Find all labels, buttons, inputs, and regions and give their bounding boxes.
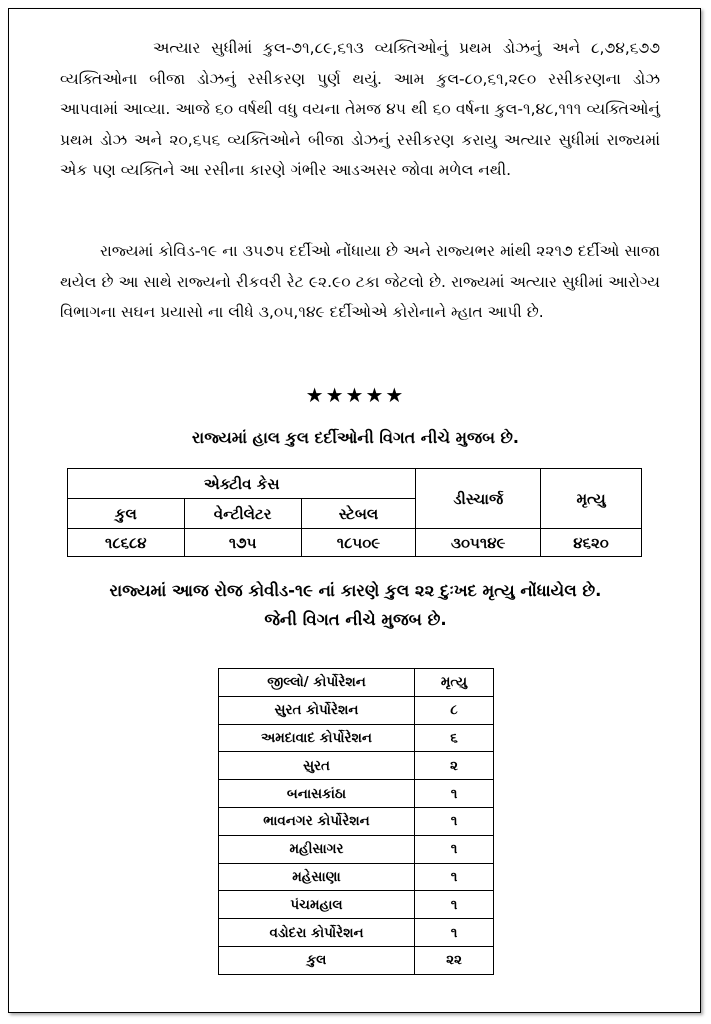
table-row [219, 696, 494, 724]
total-value: ૧૮૬૮૪ [68, 529, 185, 557]
death-count: ૨ [415, 752, 494, 780]
district-name: પંચમહાલ [219, 891, 415, 919]
death-count: ૮ [415, 696, 494, 724]
death-header: મૃત્યુ [541, 469, 642, 529]
death-count: ૧ [415, 919, 494, 947]
district-name: સુરત [219, 752, 415, 780]
stable-header: સ્ટેબલ [301, 499, 416, 529]
recovery-paragraph: રાજ્યમાં કોવિડ-૧૯ ના ૩૫૭૫ દર્દીઓ નોંધાયા છે અને રાજ્યભર માંથી ૨૨૧૭ દર્દીઓ સાજા થયેલ છે આ સાથે રાજ્યનો રીકવરી રેટ ૯૨.૯૦ ટકા જેટલો છે. રાજ્યમાં અત્યાર સુધીમાં આરોગ્ય વિભાગના સઘન પ્રયાસો ના લીધે ૩,૦૫,૧૪૯ દર્દીઓએ કોરોનાને મ્હાત આપી છે. [60, 242, 660, 321]
stable-value: ૧૮૫૦૯ [301, 529, 416, 557]
table-row [219, 919, 494, 947]
total-row [219, 946, 494, 974]
death-count: ૧ [415, 780, 494, 808]
table-row [219, 835, 494, 863]
table-row [219, 752, 494, 780]
total-label: કુલ [219, 946, 415, 974]
deaths-heading-line2: જેની વિગત નીચે મુજબ છે. [264, 610, 447, 629]
discharge-value: ૩૦૫૧૪૯ [416, 529, 541, 557]
deaths-count-header: મૃત્યુ [415, 669, 494, 697]
deaths-table [218, 668, 494, 975]
table-row [219, 807, 494, 835]
deaths-heading [0, 576, 711, 634]
table-row [219, 863, 494, 891]
summary-heading: રાજ્યમાં હાલ કુલ દર્દીઓની વિગત નીચે મુજબ છે. [192, 428, 519, 447]
district-name: ભાવનગર કોર્પોરેશન [219, 807, 415, 835]
star-separator: ★★★★★ [305, 383, 406, 407]
death-value: ૪૬૨૦ [541, 529, 642, 557]
ventilator-value: ૧૭૫ [184, 529, 301, 557]
death-count: ૧ [415, 863, 494, 891]
district-name: મહીસાગર [219, 835, 415, 863]
table-row [219, 780, 494, 808]
table-row [219, 724, 494, 752]
district-name: બનાસકાંઠા [219, 780, 415, 808]
summary-table [67, 468, 642, 557]
death-count: ૬ [415, 724, 494, 752]
discharge-header: ડીસ્ચાર્જ [416, 469, 541, 529]
death-count: ૧ [415, 835, 494, 863]
ventilator-header: વેન્ટીલેટર [184, 499, 301, 529]
district-name: અમદાવાદ કોર્પોરેશન [219, 724, 415, 752]
death-count: ૧ [415, 807, 494, 835]
district-name: સુરત કોર્પોરેશન [219, 696, 415, 724]
death-count: ૧ [415, 891, 494, 919]
total-header: કુલ [68, 499, 185, 529]
active-cases-header: એક્ટીવ કેસ [68, 469, 416, 499]
district-name: વડોદરા કોર્પોરેશન [219, 919, 415, 947]
district-header: જીલ્લો/ કોર્પોરેશન [219, 669, 415, 697]
vaccination-paragraph: અત્યાર સુધીમાં કુલ-૭૧,૮૯,૬૧૩ વ્યક્તિઓનું પ્રથમ ડોઝનું અને ૮,૭૪,૬૭૭ વ્યક્તિઓના બીજા ડોઝનું રસીકરણ પુર્ણ થયું. આમ કુલ-૮૦,૬૧,૨૯૦ રસીકરણના ડોઝ આપવામાં આવ્યા. આજે ૬૦ વર્ષથી વધુ વયના તેમજ ૪૫ થી ૬૦ વર્ષના કુલ-૧,૪૮,૧૧૧ વ્યક્તિઓનું પ્રથમ ડોઝ અને ૨૦,૬૫૬ વ્યક્તિઓને બીજા ડોઝનું રસીકરણ કરાયુ અત્યાર સુધીમાં રાજ્યમાં એક પણ વ્યક્તિને આ રસીના કારણે ગંભીર આડઅસર જોવા મળેલ નથી. [60, 39, 660, 179]
deaths-heading-line1: રાજ્યમાં આજ રોજ કોવીડ-૧૯ નાં કારણે કુલ ૨૨ દુઃખદ મૃત્યુ નોંધાયેલ છે. [109, 581, 602, 600]
district-name: મહેસાણા [219, 863, 415, 891]
table-row [219, 891, 494, 919]
total-deaths: ૨૨ [415, 946, 494, 974]
